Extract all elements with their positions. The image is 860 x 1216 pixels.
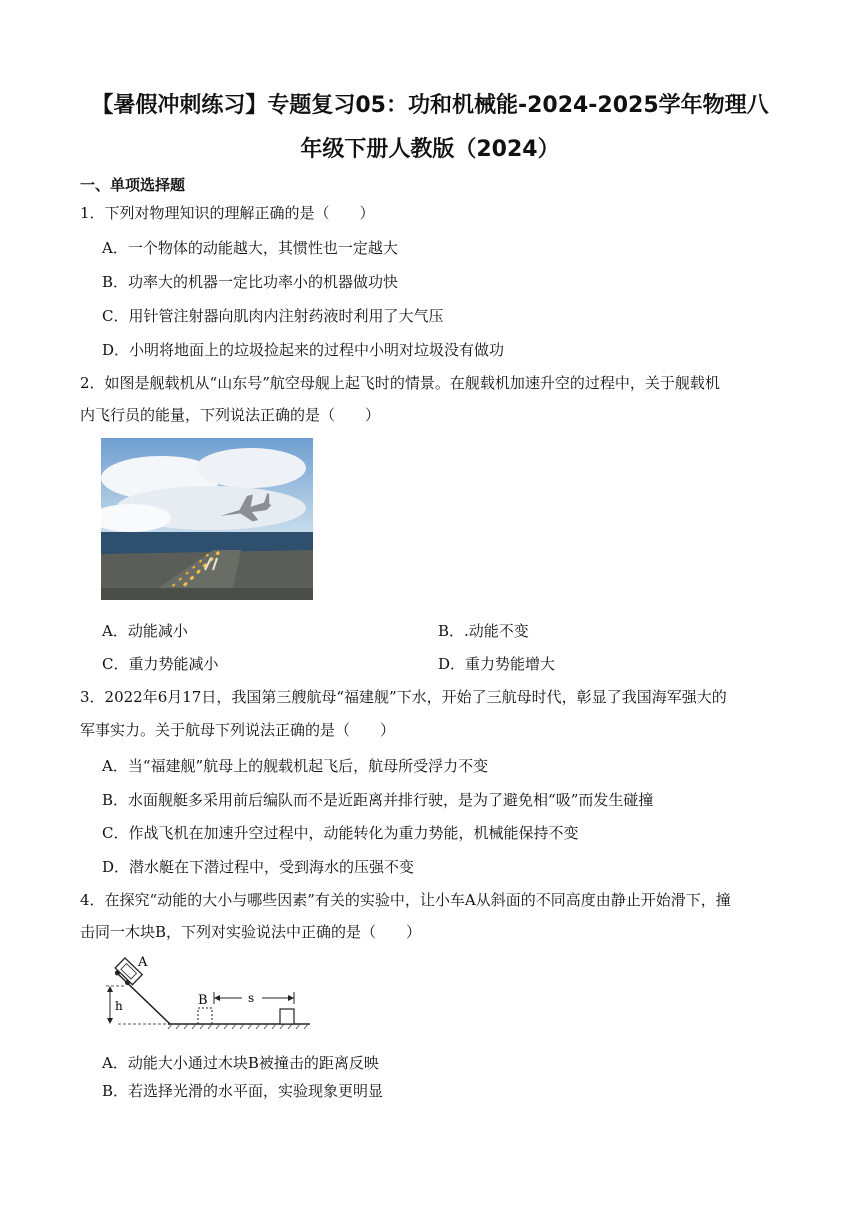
question-1-option-b: B．功率大的机器一定比功率小的机器做功快: [102, 273, 399, 291]
question-4-option-b: B．若选择光滑的水平面，实验现象更明显: [102, 1082, 384, 1100]
document-title-line-1: 【暑假冲刺练习】专题复习05：功和机械能-2024-2025学年物理八: [91, 93, 769, 118]
document-title-line-2: 年级下册人教版（2024）: [300, 137, 560, 162]
label-s: s: [248, 991, 255, 1005]
question-2-option-b: B．.动能不变: [438, 622, 529, 640]
label-b: B: [198, 993, 208, 1008]
question-4-option-a: A．动能大小通过木块B被撞击的距离反映: [102, 1054, 379, 1072]
label-h: h: [115, 999, 123, 1013]
question-2-stem-line-2: 内飞行员的能量，下列说法正确的是（ ）: [80, 406, 381, 424]
question-2-option-a: A．动能减小: [102, 622, 188, 640]
question-1-option-d: D．小明将地面上的垃圾捡起来的过程中小明对垃圾没有做功: [102, 341, 505, 359]
question-4-stem-line-2: 击同一木块B，下列对实验说法中正确的是（ ）: [80, 923, 422, 941]
section-heading: 一、单项选择题: [80, 176, 186, 194]
label-a: A: [138, 955, 148, 970]
question-2-option-c: C．重力势能减小: [102, 655, 219, 673]
question-3-option-b: B．水面舰艇多采用前后编队而不是近距离并排行驶，是为了避免相“吸”而发生碰撞: [102, 791, 654, 809]
question-2-option-d: D．重力势能增大: [438, 655, 556, 673]
question-3-stem-line-2: 军事实力。关于航母下列说法正确的是（ ）: [80, 721, 396, 739]
question-1-option-a: A．一个物体的动能越大，其惯性也一定越大: [102, 239, 398, 257]
incline-experiment-diagram: [100, 952, 314, 1032]
question-1-stem: 1．下列对物理知识的理解正确的是（ ）: [80, 204, 375, 222]
question-3-stem-line-1: 3．2022年6月17日，我国第三艘航母“福建舰”下水，开始了三航母时代，彰显了我国海军强大的: [80, 688, 727, 706]
question-3-option-d: D．潜水艇在下潜过程中，受到海水的压强不变: [102, 858, 415, 876]
question-1-option-c: C．用针管注射器向肌肉内注射药液时利用了大气压: [102, 307, 444, 325]
carrier-jet-photo: [101, 438, 313, 600]
question-4-stem-line-1: 4．在探究“动能的大小与哪些因素”有关的实验中，让小车A从斜面的不同高度由静止开始滑下，撞: [80, 891, 731, 909]
question-3-option-a: A．当“福建舰”航母上的舰载机起飞后，航母所受浮力不变: [102, 757, 489, 775]
question-2-stem-line-1: 2．如图是舰载机从“山东号”航空母舰上起飞时的情景。在舰载机加速升空的过程中，关于舰载机: [80, 374, 720, 392]
question-3-option-c: C．作战飞机在加速升空过程中，动能转化为重力势能，机械能保持不变: [102, 824, 579, 842]
